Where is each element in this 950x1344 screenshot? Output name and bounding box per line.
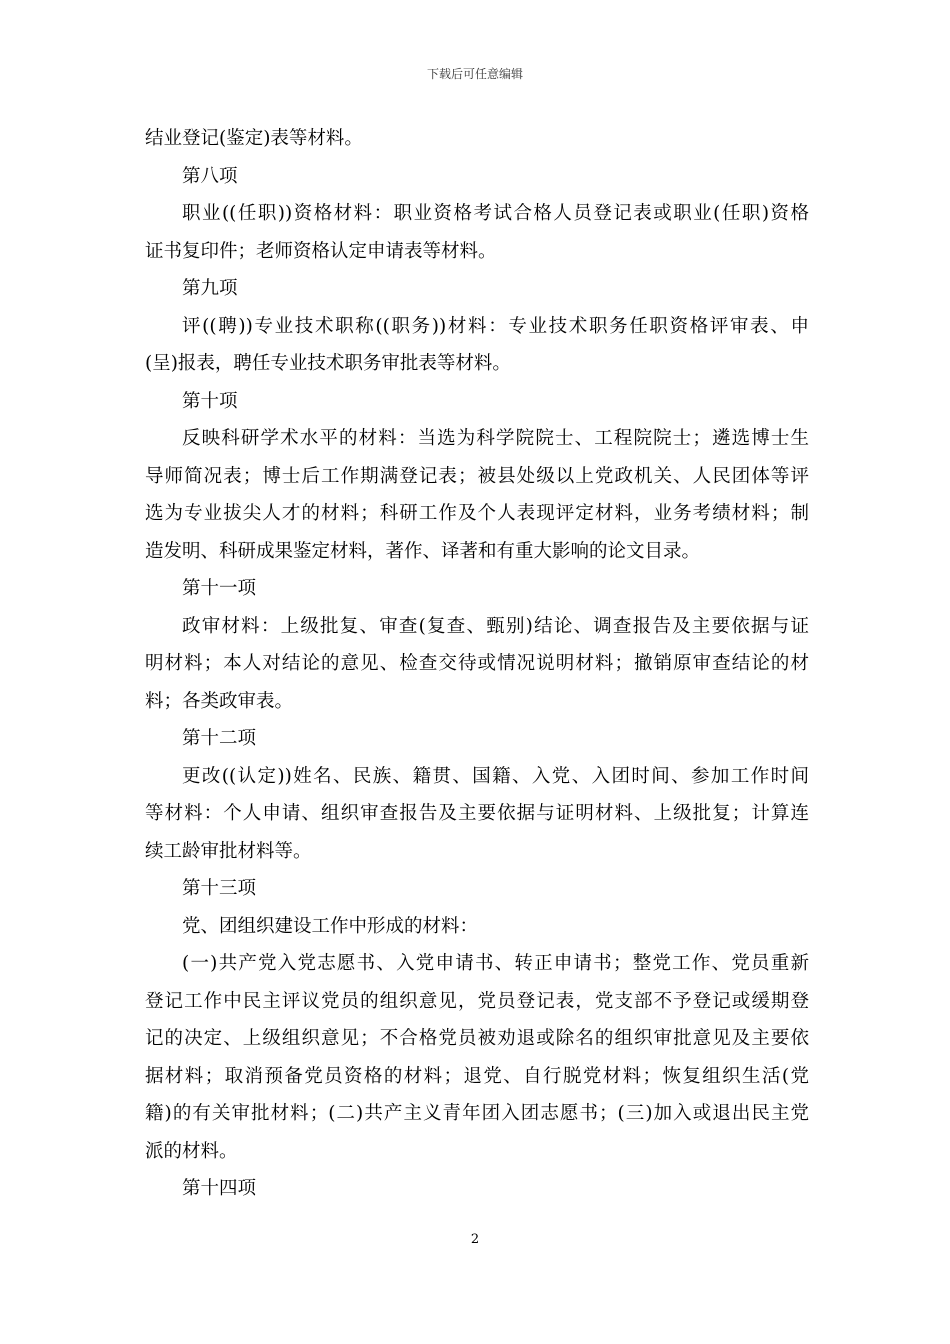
text-line: 职业((任职))资格材料：职业资格考试合格人员登记表或职业(任职)资格	[182, 203, 809, 224]
page-number: 2	[470, 1232, 480, 1247]
text-line: 续工龄审批材料等。	[145, 840, 312, 862]
text-line: 据材料；取消预备党员资格的材料；退党、自行脱党材料；恢复组织生活(党	[145, 1065, 809, 1087]
text-line: 更改((认定))姓名、民族、籍贯、国籍、入党、入团时间、参加工作时间	[182, 765, 809, 787]
text-line: 记的决定、上级组织意见；不合格党员被劝退或除名的组织审批意见及主要依	[145, 1028, 809, 1049]
text-line: 结业登记(鉴定)表等材料。	[145, 128, 363, 149]
text-line: (呈)报表，聘任专业技术职务审批表等材料。	[145, 353, 511, 374]
text-line: 明材料；本人对结论的意见、检查交待或情况说明材料；撤销原审查结论的材	[145, 653, 809, 674]
section-heading: 第十一项	[182, 578, 257, 599]
section-heading: 第十二项	[182, 728, 257, 749]
section-heading: 第八项	[182, 165, 238, 187]
text-line: 证书复印件；老师资格认定申请表等材料。	[145, 240, 497, 262]
section-heading: 第九项	[182, 278, 238, 299]
text-line: 评((聘))专业技术职称((职务))材料：专业技术职务任职资格评审表、申	[182, 315, 809, 337]
text-line: 造发明、科研成果鉴定材料，著作、译著和有重大影响的论文目录。	[145, 540, 701, 562]
document-body	[145, 120, 809, 1208]
text-line: (一)共产党入党志愿书、入党申请书、转正申请书；整党工作、党员重新	[182, 953, 809, 974]
text-line: 政审材料：上级批复、审查(复查、甄别)结论、调查报告及主要依据与证	[182, 615, 809, 637]
page-header: 下载后可任意编辑	[426, 67, 523, 81]
section-heading: 第十四项	[182, 1178, 257, 1199]
text-line: 等材料：个人申请、组织审查报告及主要依据与证明材料、上级批复；计算连	[145, 803, 809, 824]
text-line: 料；各类政审表。	[145, 690, 294, 712]
text-line: 反映科研学术水平的材料：当选为科学院院士、工程院院士；遴选博士生	[182, 428, 809, 449]
section-heading: 第十项	[182, 390, 238, 412]
text-line: 选为专业拔尖人才的材料；科研工作及个人表现评定材料，业务考绩材料；制	[145, 503, 809, 524]
text-line: 登记工作中民主评议党员的组织意见，党员登记表，党支部不予登记或缓期登	[145, 990, 809, 1012]
text-line: 籍)的有关审批材料；(二)共产主义青年团入团志愿书；(三)加入或退出民主党	[145, 1103, 809, 1124]
text-line: 党、团组织建设工作中形成的材料：	[182, 915, 479, 937]
section-heading: 第十三项	[182, 878, 257, 899]
text-line: 派的材料。	[145, 1140, 238, 1162]
text-line: 导师简况表；博士后工作期满登记表；被县处级以上党政机关、人民团体等评	[145, 465, 809, 487]
